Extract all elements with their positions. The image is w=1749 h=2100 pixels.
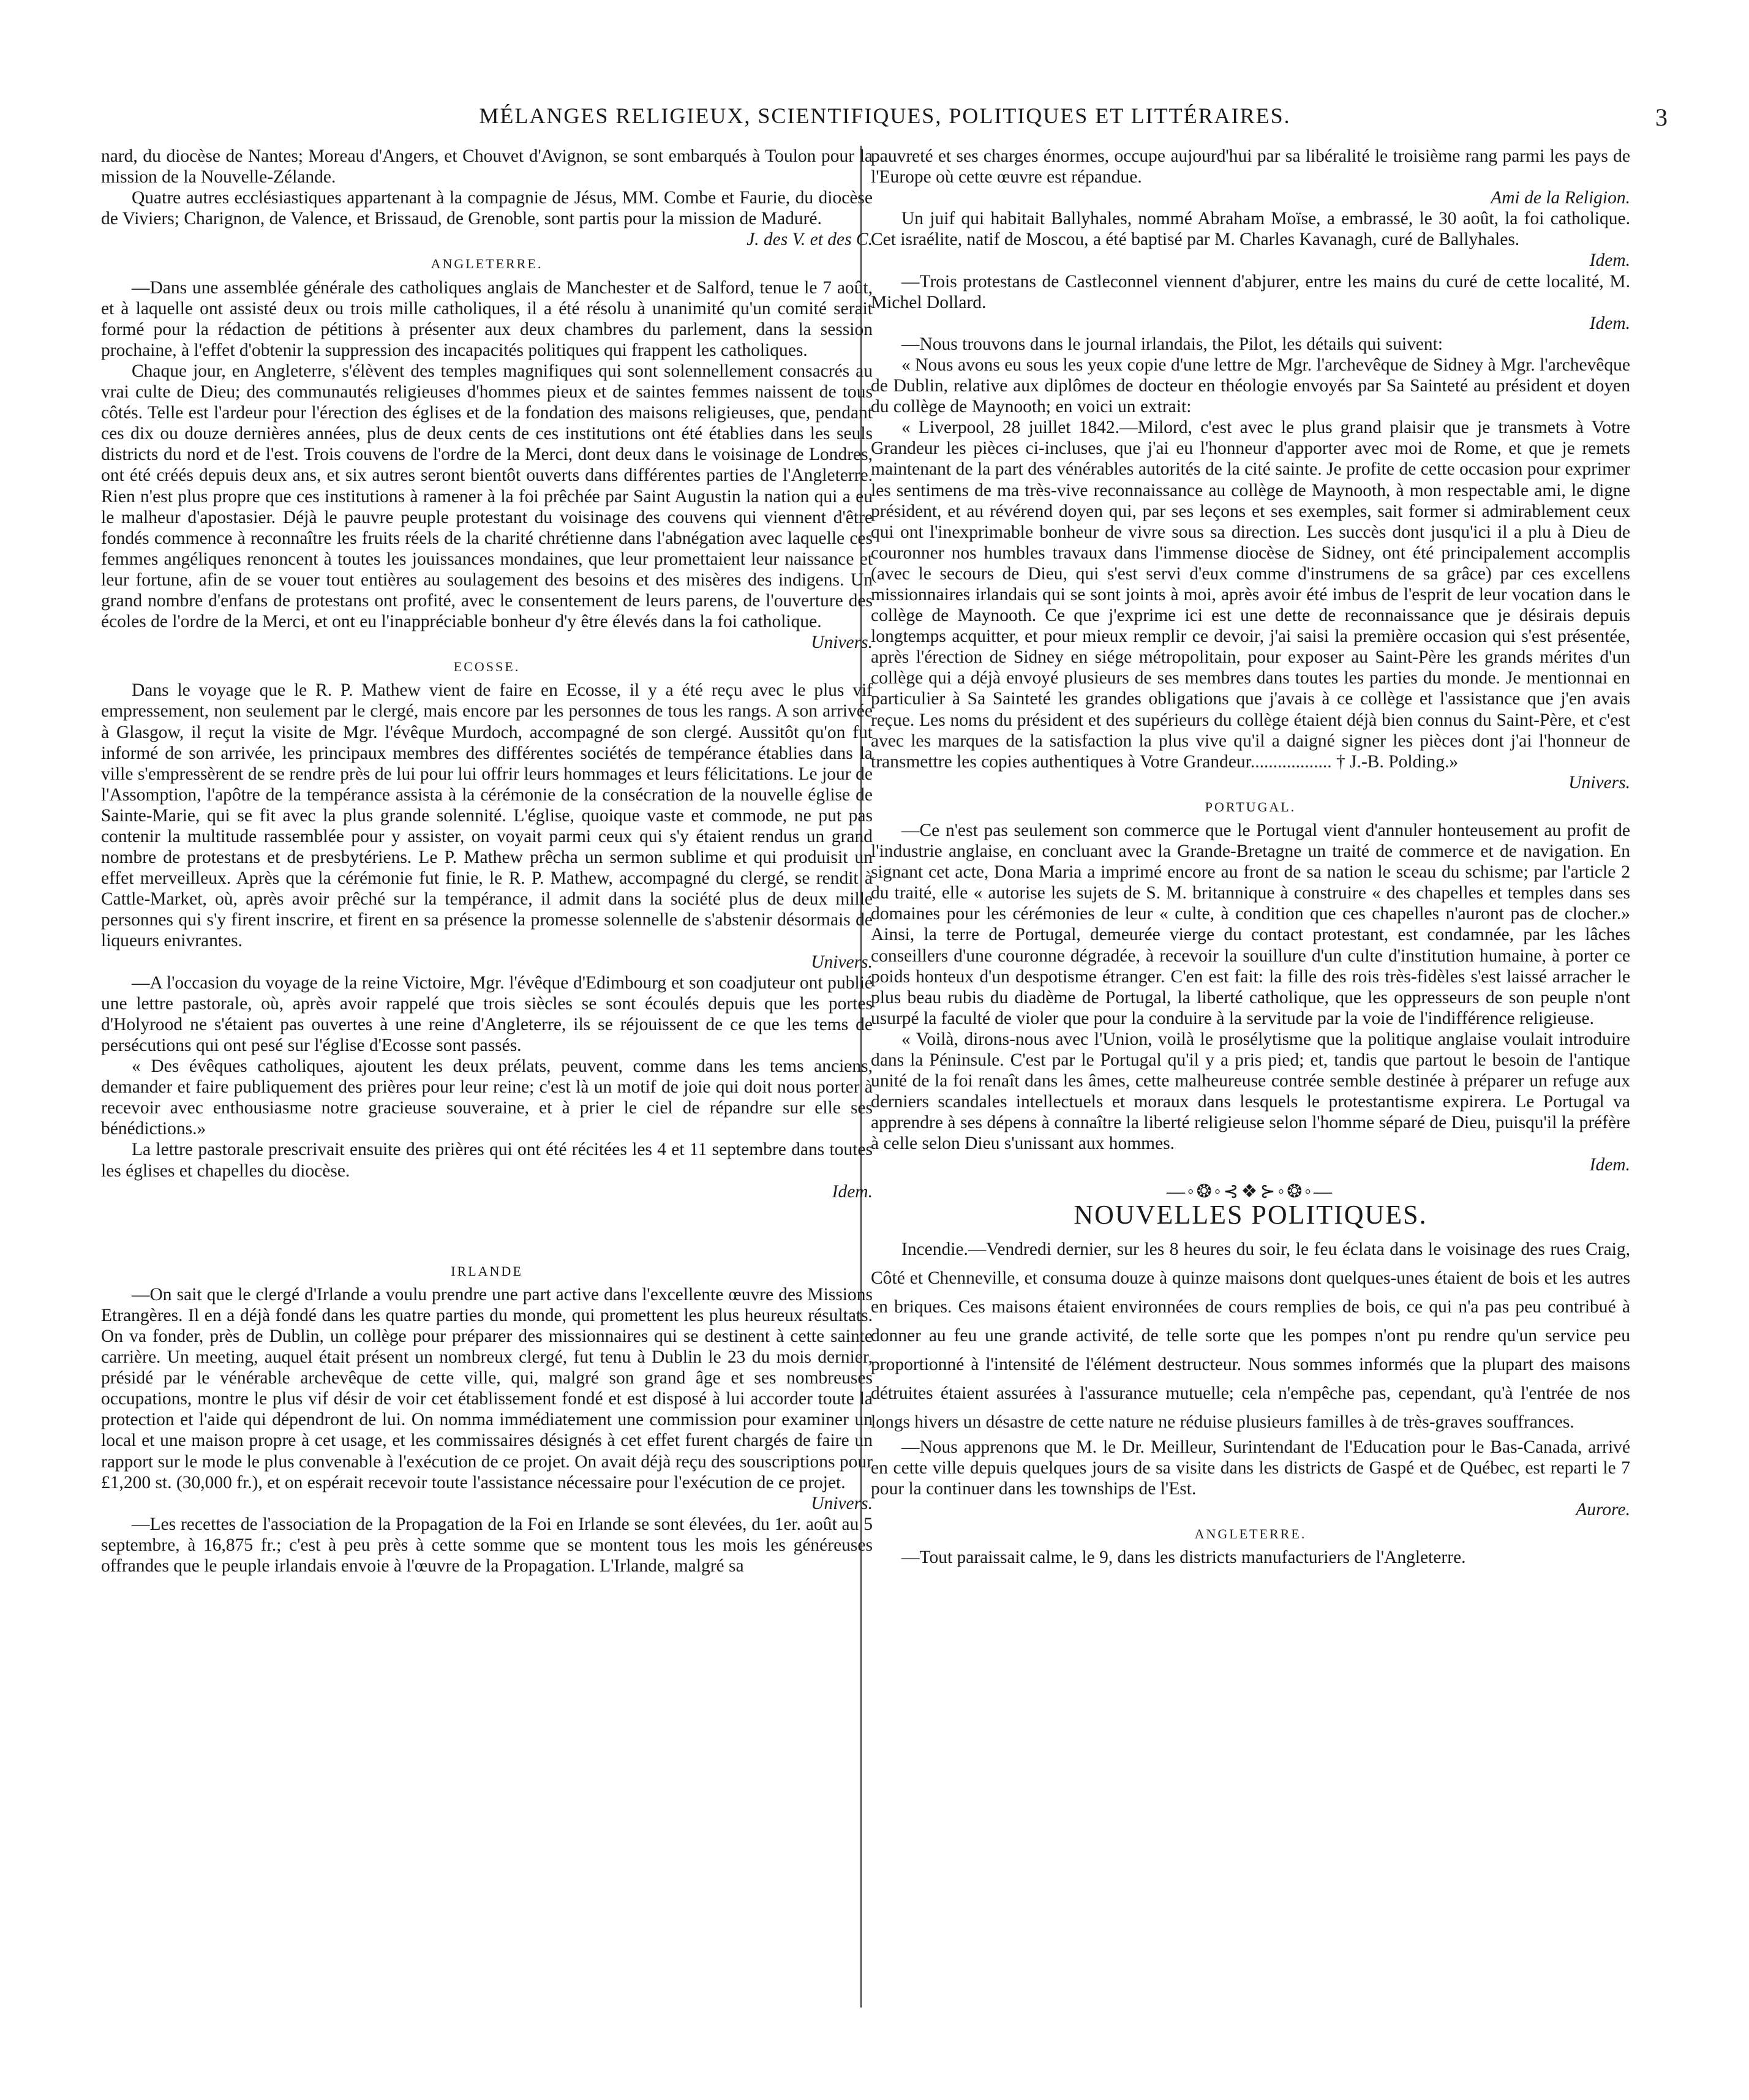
article-paragraph: Dans le voyage que le R. P. Mathew vient de faire en Ecosse, il y a été reçu avec le plus vif empressement, non seulement par le clergé, mais encore par les personnes de tous les rangs. A son arrivée à Glasgow, il reçut la visite de Mgr. l'évêque Murdoch, accompagné de son clergé. Aussitôt qu'on fut informé de son arrivée, les principaux membres des différentes sociétés de tempérance établies dans la ville s'empressèrent de se rendre près de lui pour lui offrir leurs hommages et leurs félicitations. Le jour de l'Assomption, l'apôtre de la tempérance assista à la cérémonie de la consécration de la nouvelle église de Sainte-Marie, qui se fit avec la plus grande solennité. L'église, quoique vaste et commode, ne put pas contenir la multitude rassemblée pour y assister, on voyait parmi ceux qui s'y étaient rendus un grand nombre de protestans et de presbytériens. Le P. Mathew prêcha un sermon sublime et qui produisit un effet merveilleux. Après que la cérémonie fut finie, le R. P. Mathew, accompagné du clergé, se rendit à Cattle-Market, où, après avoir prêché sur la tempérance, il admit dans la société plus de deux mille personnes qui s'y firent inscrire, et firent en sa présence la promesse solennelle de s'abstenir désormais de liqueurs enivrantes. bbox=[101, 680, 873, 951]
section-heading-portugal: PORTUGAL. bbox=[1205, 799, 1296, 815]
article-source: Univers. bbox=[811, 633, 873, 653]
article-source: Idem. bbox=[1589, 313, 1630, 333]
article-source: J. des V. et des C. bbox=[747, 230, 873, 250]
article-source: Idem. bbox=[1589, 1154, 1630, 1175]
article-paragraph: —On sait que le clergé d'Irlande a voulu prendre une part active dans l'excellente œuvre des Missions Etrangères. Il en a déjà fondé dans les quatre parties du monde, qui promettent les plus heureux résultats. On va fonder, près de Dublin, un collège pour préparer des missionnaires qui se destinent à cette sainte carrière. Un meeting, auquel était présent un nombreux clergé, fut tenu à Dublin le 23 du mois dernier, présidé par le vénérable archevêque de cette ville, qui, malgré son grand âge et ses nombreuses occupations, montre le plus vif désir de voir cet établissement fondé et est disposé à lui accorder toute la protection et l'aide qui dépendront de lui. On nomma immédiatement une commission pour examiner un local et une maison propre à cet usage, et les commissaires désignés à cet effet furent chargés de faire un rapport sur le mode le plus convenable à l'exécution de ce projet. On avait déjà reçu des souscriptions pour £1,200 st. (30,000 fr.), et on espérait recevoir toute l'assistance nécessaire pour l'exécution de ce projet. bbox=[101, 1284, 873, 1492]
article-paragraph: —Les recettes de l'association de la Propagation de la Foi en Irlande se sont élevées, du 1er. août au 5 septembre, à 16,875 fr.; c'est à peu près à cette somme que se montent tous les mois les généreuses offrandes que le peuple irlandais envoie à l'œuvre de la Propagation. L'Irlande, malgré sa bbox=[101, 1514, 873, 1576]
section-heading-angleterre: ANGLETERRE. bbox=[1194, 1526, 1307, 1542]
section-heading-angleterre: ANGLETERRE. bbox=[431, 256, 543, 272]
article-paragraph: —Tout paraissait calme, le 9, dans les districts manufacturiers de l'Angleterre. bbox=[901, 1548, 1466, 1568]
journal-title: MÉLANGES RELIGIEUX, SCIENTIFIQUES, POLITIQUES ET LITTÉRAIRES. bbox=[479, 103, 1291, 128]
section-heading-nouvelles-politiques: NOUVELLES POLITIQUES. bbox=[1074, 1199, 1427, 1230]
article-paragraph: nard, du diocèse de Nantes; Moreau d'Angers, et Chouvet d'Avignon, se sont embarqués à Toulon pour la mission de la Nouvelle-Zélande. bbox=[101, 146, 873, 187]
article-paragraph: —Trois protestans de Castleconnel viennent d'abjurer, entre les mains du curé de cette localité, M. Michel Dollard. bbox=[871, 271, 1630, 312]
article-source: Ami de la Religion. bbox=[1491, 188, 1630, 208]
section-heading-irlande: IRLANDE bbox=[451, 1263, 523, 1279]
article-paragraph: « Des évêques catholiques, ajoutent les deux prélats, peuvent, comme dans les tems anciens, demander et faire publiquement des prières pour leur reine; c'est là un motif de joie qui doit nous porter à recevoir avec enthousiasme notre gracieuse souveraine, et à prier le ciel de répandre sur elle ses bénédictions.» bbox=[101, 1056, 873, 1139]
article-paragraph: —Nous trouvons dans le journal irlandais, the Pilot, les détails qui suivent: bbox=[901, 334, 1443, 354]
article-source: Idem. bbox=[1589, 250, 1630, 271]
running-header bbox=[101, 103, 1669, 146]
article-paragraph: « Voilà, dirons-nous avec l'Union, voilà le prosélytisme que la politique anglaise voulait introduire dans la Péninsule. C'est par le Portugal qu'il y a pris pied; et, tandis que partout le besoin de l'antique unité de la foi renaît dans les âmes, cette malheureuse contrée semble destinée à préparer un refuge aux derniers scandales intellectuels et moraux dans lesquels le protestantisme expirera. Le Portugal va apprendre à ses dépens à connaître la liberté religieuse selon l'homme séparé de Dieu, puisqu'il la préfère à celle selon Dieu s'unissant aux hommes. bbox=[871, 1029, 1630, 1154]
article-paragraph: pauvreté et ses charges énormes, occupe aujourd'hui par sa libéralité le troisième rang parmi les pays de l'Europe où cette œuvre est répandue. bbox=[871, 146, 1630, 187]
article-paragraph: Quatre autres ecclésiastiques appartenant à la compagnie de Jésus, MM. Combe et Faurie, du diocèse de Viviers; Charignon, de Valence, et Brissaud, de Grenoble, sont partis pour la mission de Maduré. bbox=[101, 188, 873, 229]
column-spacer bbox=[101, 1202, 873, 1257]
article-paragraph: —Ce n'est pas seulement son commerce que le Portugal vient d'annuler honteusement au profit de l'industrie anglaise, en concluant avec la Grande-Bretagne un traité de commerce et de navigation. En signant cet acte, Dona Maria a imprimé encore au front de sa nation le sceau du schisme; par l'article 2 du traité, elle « autorise les sujets de S. M. britannique à construire « des chapelles et temples dans ses domaines pour les cérémonies de leur « culte, à condition que ces chapelles n'auront pas de clocher.» Ainsi, la terre de Portugal, demeurée vierge du contact protestant, est condamnée, par les lâches conseillers d'une couronne dégradée, à recevoir la souillure d'un culte d'institution humaine, à porter ce poids honteux d'un despotisme étranger. C'en est fait: la fille des rois très-fidèles s'est laissé arracher le plus beau rubis du diadème de Portugal, la liberté catholique, que les oppresseurs de son peuple n'ont usurpé la faculté de violer que pour la conduire à la servitude par la voie de l'indifférence religieuse. bbox=[871, 821, 1630, 1028]
article-source: Idem. bbox=[832, 1181, 873, 1202]
article-source: Univers. bbox=[1568, 772, 1630, 792]
section-heading-ecosse: ECOSSE. bbox=[453, 659, 521, 675]
article-paragraph: Incendie.—Vendredi dernier, sur les 8 heures du soir, le feu éclata dans le voisinage des rues Craig, Côté et Chenneville, et consuma douze à quinze maisons dont quelques-unes étaient de bois et les autres en briques. Ces maisons étaient environnées de cours remplies de bois, ce qui n'a pas peu contribué à donner au feu une grande activité, de telle sorte que les pompes n'ont pu rendre qu'un service peu proportionné à l'intensité de l'élément destructeur. Nous sommes informés que la plupart des maisons détruites étaient assurées à l'assurance mutuelle; cela n'empêche pas, cependant, qu'à l'entrée de nos longs hivers un désastre de cette nature ne réduise plusieurs familles à de très-graves souffrances. bbox=[871, 1239, 1630, 1432]
article-paragraph: La lettre pastorale prescrivait ensuite des prières qui ont été récitées les 4 et 11 septembre dans toutes les églises et chapelles du diocèse. bbox=[101, 1140, 873, 1181]
ornament-divider: —◦❂◦⊰❖⊱◦❂◦— bbox=[1167, 1181, 1334, 1202]
right-column bbox=[871, 146, 1630, 1568]
article-paragraph: Chaque jour, en Angleterre, s'élèvent des temples magnifiques qui sont solennellement consacrés au vrai culte de Dieu; des communautés religieuses d'hommes pieux et de saintes femmes naissent de tous côtés. Telle est l'ardeur pour l'érection des églises et de la fondation des maisons religieuses, que, pendant ces dix ou douze dernières années, plus de deux cents de ces institutions ont été établies dans les seuls districts du nord et de l'est. Trois couvens de l'ordre de la Merci, dont deux dans le voisinage de Londres, ont été créés depuis deux ans, et six autres seront bientôt ouverts dans différentes parties de l'Angleterre. Rien n'est plus propre que ces institutions à ramener à la foi prêchée par Saint Augustin la nation qui a eu le malheur d'apostasier. Déjà le pauvre peuple protestant du voisinage des couvens qui viennent d'être fondés commence à reconnaître les fruits réels de la charité chrétienne dans l'abnégation avec laquelle ces femmes angéliques renoncent à toutes les jouissances mondaines, que leur promettaient leur naissance et leur fortune, afin de se vouer tout entières au soulagement des besoins et des misères des indigens. Un grand nombre d'enfans de protestans ont profité, avec le consentement de leurs parens, de l'ouverture des écoles de l'ordre de la Merci, et ont eu l'inappréciable bonheur d'y être élevés dans la foi catholique. bbox=[101, 361, 873, 632]
article-source: Univers. bbox=[811, 952, 873, 972]
article-paragraph: —Nous apprenons que M. le Dr. Meilleur, Surintendant de l'Education pour le Bas-Canada, arrivé en cette ville depuis quelques jours de sa visite dans les districts de Gaspé et de Québec, est reparti le 7 pour la continuer dans les townships de l'Est. bbox=[871, 1437, 1630, 1499]
article-paragraph: « Liverpool, 28 juillet 1842.—Milord, c'est avec le plus grand plaisir que je transmets à Votre Grandeur les pièces ci-incluses, que j'ai eu l'honneur d'apporter avec moi de Rome, et que je remets maintenant de la part des vénérables autorités de la cité sainte. Je profite de cette occasion pour exprimer les sentimens de ma très-vive reconnaissance au collège de Maynooth, à mon respectable ami, le digne président, et au révérend doyen qui, par ses leçons et ses exemples, sait former si admirablement ceux qui ont l'inexprimable bonheur de vivre sous sa direction. Les succès dont jusqu'ici il a plu à Dieu de couronner nos humbles travaux dans l'immense diocèse de Sidney, ont été principalement accomplis (avec le secours de Dieu, qui s'est servi d'eux comme d'instrumens de sa grâce) par ces excellens missionnaires irlandais qui se sont joints à moi, après avoir été imbus de l'esprit de leur vocation dans le collège de Maynooth. Ce que j'exprime ici est une dette de reconnaissance que je désirais depuis longtemps acquitter, et pour mieux remplir ce devoir, j'ai saisi la première occasion qui s'est présentée, après l'érection de Sidney en siége métropolitain, pour exposer au Saint-Père les grands mérites d'un collège qui a déjà envoyé plusieurs de ses membres dans toutes les parties du monde. Je mentionnai en particulier à Sa Sainteté les grandes obligations que j'avais à ce collège et l'assistance que j'en avais reçue. Les noms du président et des supérieurs du collège étaient déjà bien connus du Saint-Père, et c'est avec les marques de la satisfaction la plus vive qu'il a daigné signer les pièces dont j'ai l'honneur de transmettre les copies authentiques à Votre Grandeur.................. † J.-B. Polding.» bbox=[871, 418, 1630, 772]
article-paragraph: Un juif qui habitait Ballyhales, nommé Abraham Moïse, a embrassé, le 30 août, la foi catholique. Cet israélite, natif de Moscou, a été baptisé par M. Charles Kavanagh, curé de Ballyhales. bbox=[871, 209, 1630, 250]
article-paragraph: « Nous avons eu sous les yeux copie d'une lettre de Mgr. l'archevêque de Sidney à Mgr. l'archevêque de Dublin, relative aux diplômes de docteur en théologie envoyés par Sa Sainteté au président et doyen du collège de Maynooth; en voici un extrait: bbox=[871, 355, 1630, 417]
article-paragraph: —Dans une assemblée générale des catholiques anglais de Manchester et de Salford, tenue le 7 août, et à laquelle ont assisté deux ou trois mille catholiques, il a été résolu à unanimité qu'un comité serait formé pour la rédaction de pétitions à présenter aux deux chambres du parlement, dans la session prochaine, à l'effet d'obtenir la suppression des incapacités politiques qui frappent les catholiques. bbox=[101, 277, 873, 360]
page-number: 3 bbox=[1655, 103, 1669, 131]
article-source: Aurore. bbox=[1576, 1500, 1630, 1520]
article-source: Univers. bbox=[811, 1493, 873, 1513]
article-paragraph: —A l'occasion du voyage de la reine Victoire, Mgr. l'évêque d'Edimbourg et son coadjuteur ont publié une lettre pastorale, où, après avoir rappelé que trois siècles se sont écoulés depuis que les portes d'Holyrood ne s'étaient pas ouvertes à une reine d'Angleterre, ils se réjouissent de ce que les tems de persécutions qui ont pesé sur l'église d'Ecosse sont passés. bbox=[101, 973, 873, 1055]
left-column bbox=[101, 146, 873, 1576]
